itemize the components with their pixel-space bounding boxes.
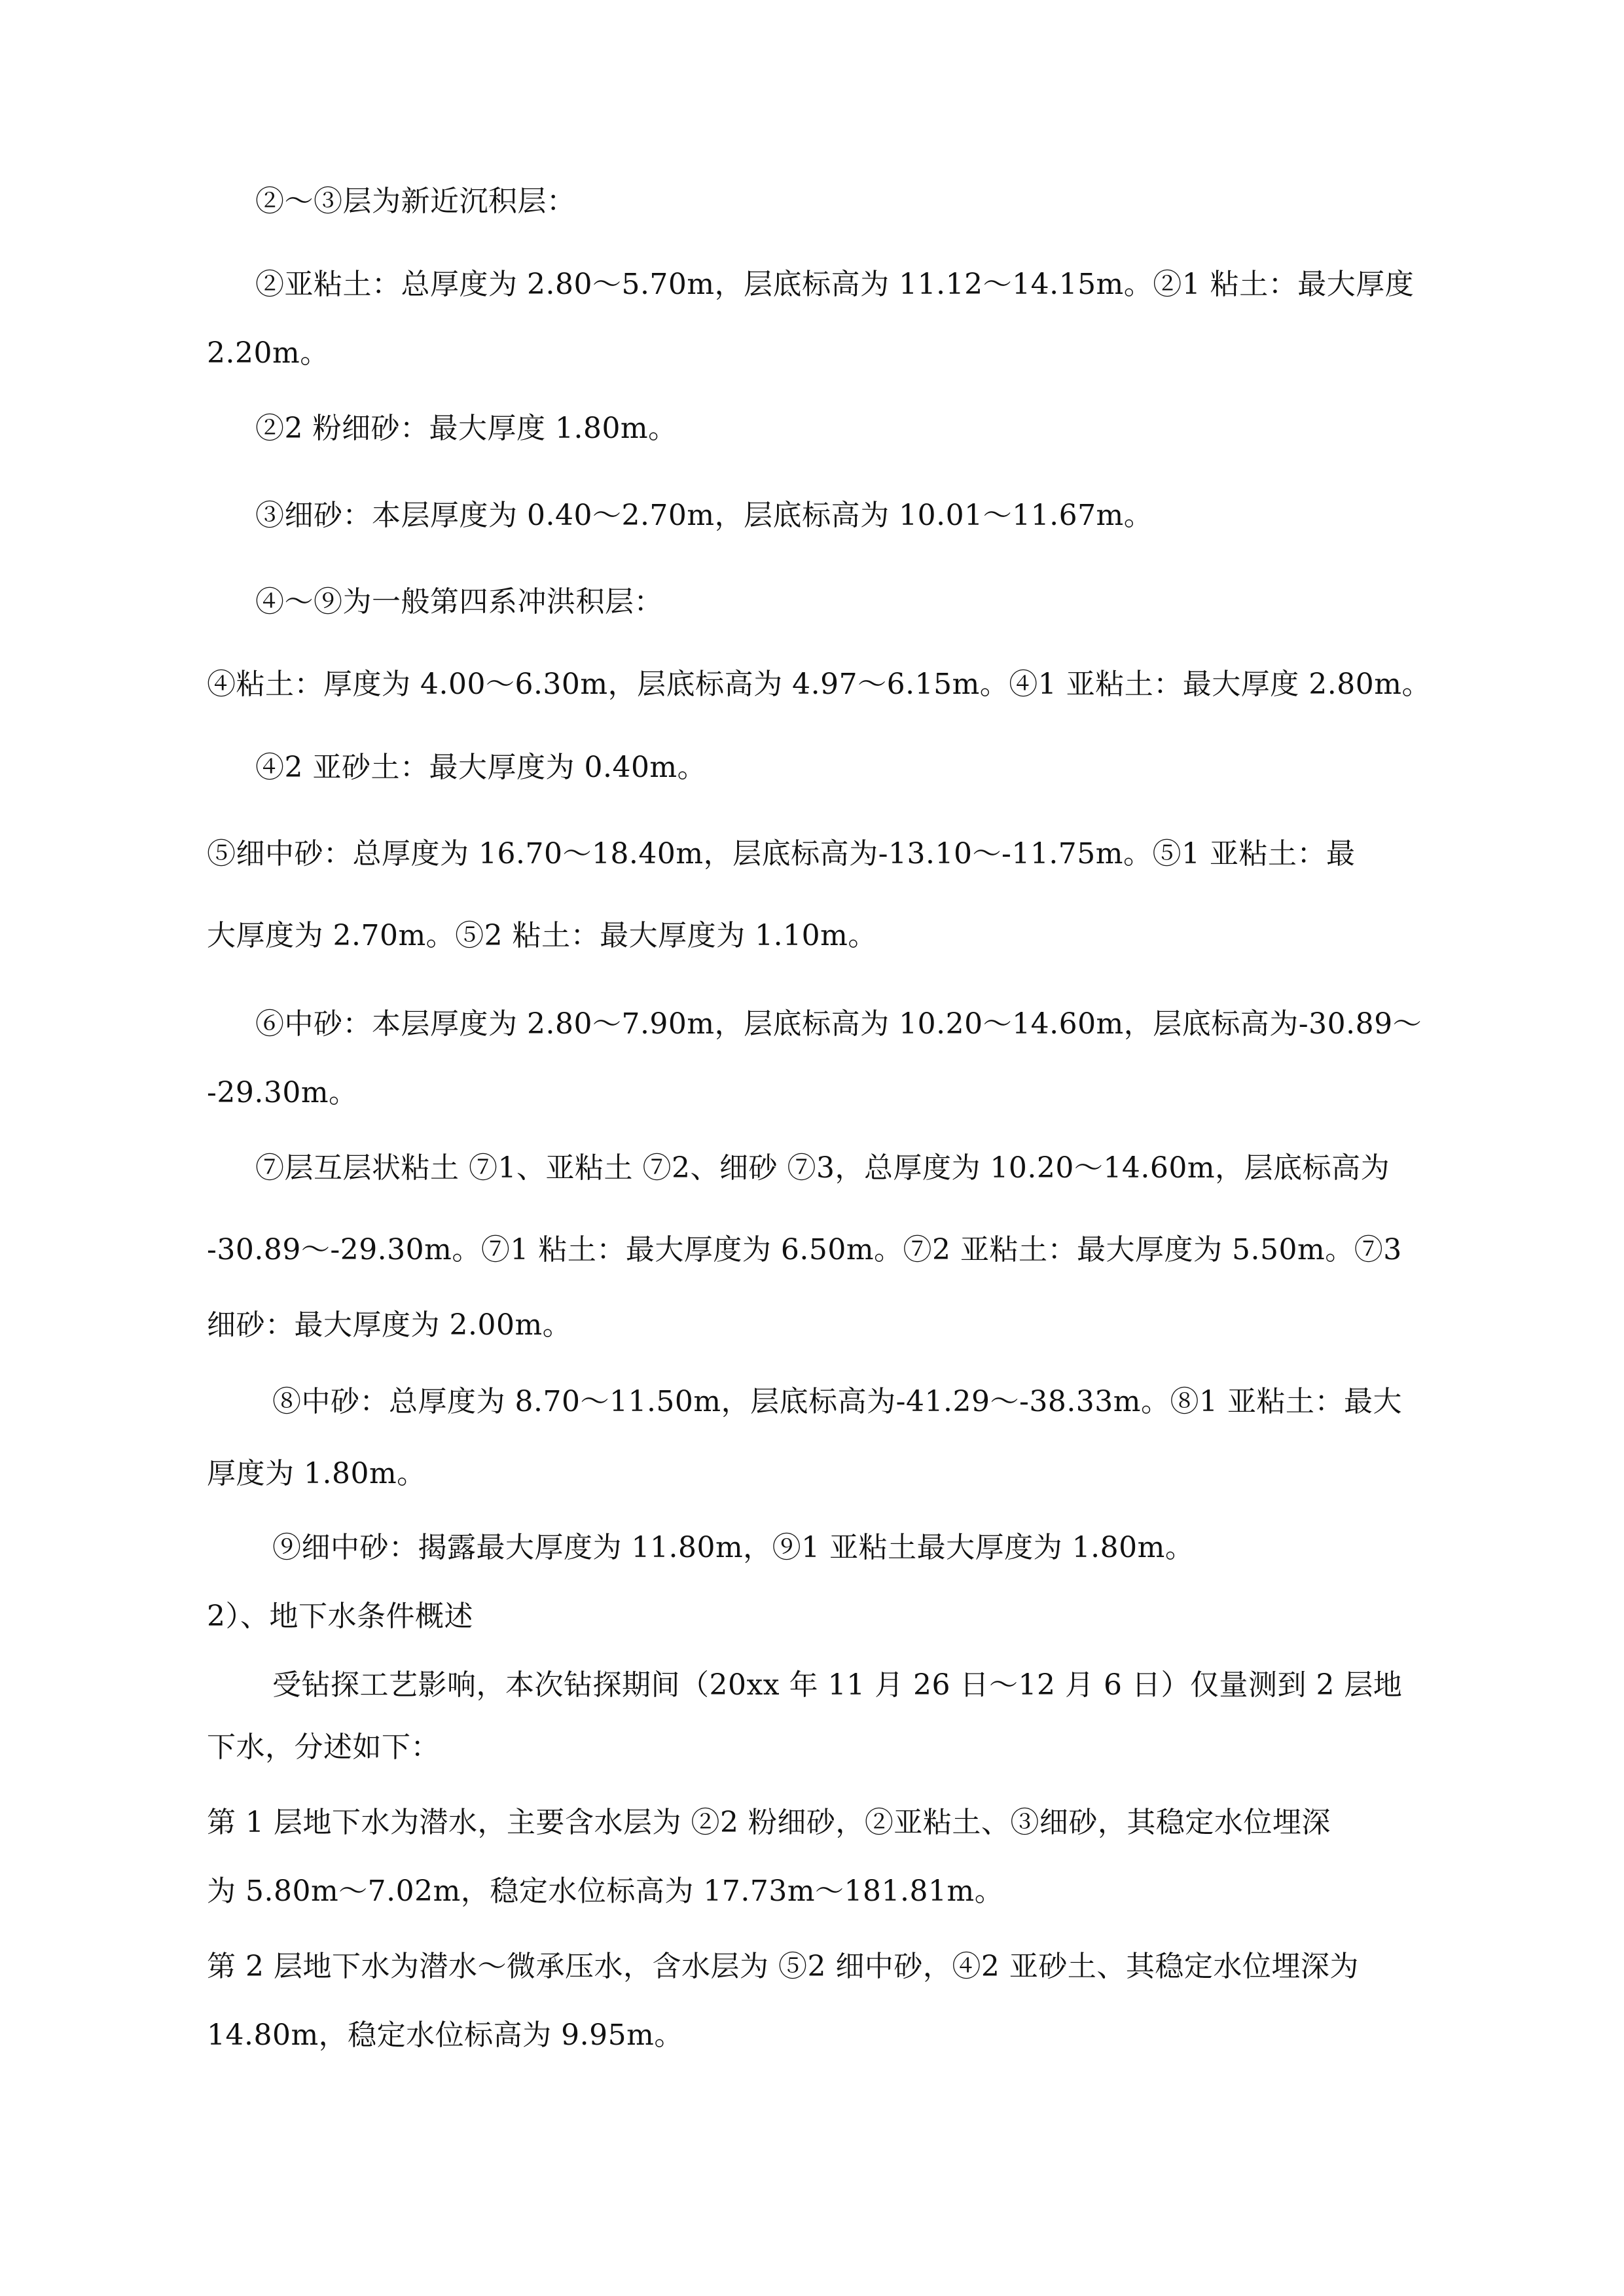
text-line-25: 14.80m，稳定水位标高为 9.95m。: [207, 2018, 683, 2052]
text-line-14: -30.89～-29.30m。⑦1 粘土：最大厚度为 6.50m。⑦2 亚粘土：最大厚度为 5.50m。⑦3: [207, 1233, 1402, 1266]
text-line-18: ⑨细中砂：揭露最大厚度为 11.80m，⑨1 亚粘土最大厚度为 1.80m。: [272, 1531, 1195, 1564]
text-line-6: ④～⑨为一般第四系冲洪积层：: [255, 585, 663, 619]
text-line-15: 细砂：最大厚度为 2.00m。: [207, 1308, 572, 1342]
text-line-17: 厚度为 1.80m。: [207, 1457, 426, 1490]
text-line-3: 2.20m。: [207, 336, 329, 370]
text-line-13: ⑦层互层状粘土 ⑦1、亚粘土 ⑦2、细砂 ⑦3，总厚度为 10.20～14.60m，层底标高为: [255, 1151, 1390, 1185]
section-heading-groundwater: 2）、地下水条件概述: [207, 1600, 473, 1633]
text-line-12: -29.30m。: [207, 1076, 358, 1109]
text-line-23: 为 5.80m～7.02m，稳定水位标高为 17.73m～181.81m。: [207, 1874, 1004, 1908]
text-line-20: 受钻探工艺影响，本次钻探期间（20xx 年 11 月 26 日～12 月 6 日）仅量测到 2 层地: [272, 1668, 1403, 1702]
text-line-24: 第 2 层地下水为潜水～微承压水，含水层为 ⑤2 细中砂，④2 亚砂土、其稳定水位埋深为: [207, 1950, 1359, 1983]
text-line-1: ②～③层为新近沉积层：: [255, 185, 576, 218]
text-line-11: ⑥中砂：本层厚度为 2.80～7.90m，层底标高为 10.20～14.60m，层底标高为-30.89～: [255, 1007, 1422, 1041]
text-line-9: ⑤细中砂：总厚度为 16.70～18.40m，层底标高为-13.10～-11.75m。⑤1 亚粘土：最: [207, 837, 1356, 870]
text-line-8: ④2 亚砂土：最大厚度为 0.40m。: [255, 751, 707, 784]
text-line-16: ⑧中砂：总厚度为 8.70～11.50m，层底标高为-41.29～-38.33m。⑧1 亚粘土：最大: [272, 1385, 1403, 1418]
text-line-10: 大厚度为 2.70m。⑤2 粘土：最大厚度为 1.10m。: [207, 919, 877, 952]
text-line-7: ④粘土：厚度为 4.00～6.30m，层底标高为 4.97～6.15m。④1 亚粘土：最大厚度 2.80m。: [207, 668, 1431, 701]
text-line-22: 第 1 层地下水为潜水，主要含水层为 ②2 粉细砂，②亚粘土、③细砂，其稳定水位埋深: [207, 1806, 1331, 1839]
text-line-2: ②亚粘土：总厚度为 2.80～5.70m，层底标高为 11.12～14.15m。②1 粘土：最大厚度: [255, 268, 1415, 301]
text-line-4: ②2 粉细砂：最大厚度 1.80m。: [255, 412, 677, 445]
text-line-21: 下水，分述如下：: [207, 1731, 440, 1764]
text-line-5: ③细砂：本层厚度为 0.40～2.70m，层底标高为 10.01～11.67m。: [255, 499, 1153, 532]
